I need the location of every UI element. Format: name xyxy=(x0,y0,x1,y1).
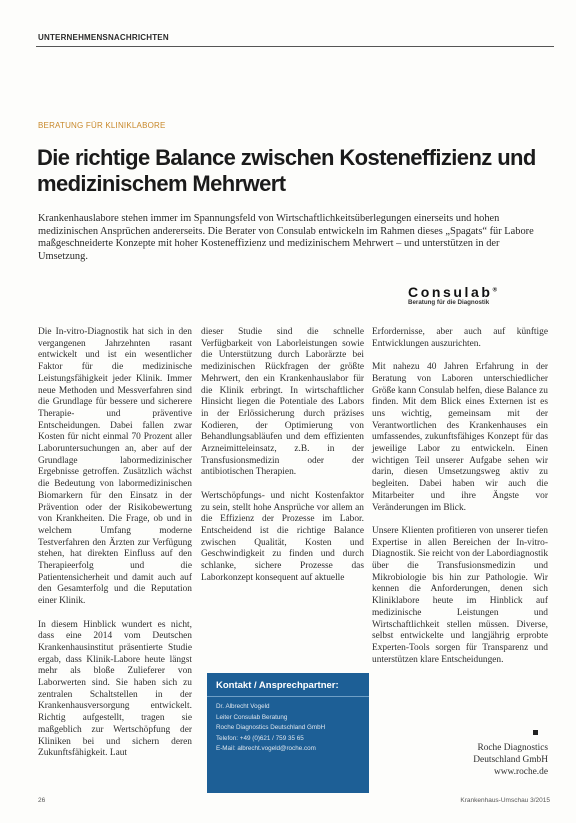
consulab-logo xyxy=(408,284,558,306)
paragraph: Erfordernisse, aber auch auf künftige Entwicklungen auszurichten. xyxy=(372,327,548,349)
paragraph: Die In-vitro-Diagnostik hat sich in den vergangenen Jahrzehnten rasant entwickelt und ist ein wesentlicher Faktor für die medizinische Leistungsfähigkeit jeder Klinik. Immer neue Methoden und Messverfahren sind die Grundlage für bessere und sicherere Therapie- und präventive Entscheidungen. Dabei fallen zwar Kosten für nicht einmal 70 Prozent aller Laboruntersuchungen an, aber auf der Grundlage labormedizinischer Ergebnisse getroffen. Zusätzlich wächst die Bedeutung von labormedizinischen Biomarkern für den Einsatz in der Prävention oder der Risikobewertung von Krankheiten. Die Frage, ob und in welchem Umfang moderne Testverfahren den Ärzten zur Verfügung stehen, hat direkten Einfluss auf den Therapieerfolg und die Patientensicherheit und damit auch auf den Gesamterfolg und die Reputation einer Klinik. xyxy=(38,327,192,607)
text-column-3 xyxy=(372,327,548,678)
contact-role: Leiter Consulab Beratung xyxy=(216,713,288,721)
paragraph: In diesem Hinblick wundert es nicht, dass eine 2014 vom Deutschen Krankenhausinstitut präsentierte Studie ergab, dass Klinik-Labore heute längst mehr als bloße Zulieferer von Laborwerten sind. Sie haben sich zu zentralen Schaltstellen in der Krankenhausversorgung entwickelt. Richtig aufgestellt, tragen sie maßgeblich zur Wertschöpfung der Kliniken bei und sichern deren Zukunftsfähigkeit. Laut xyxy=(38,619,192,759)
paragraph: Mit nahezu 40 Jahren Erfahrung in der Beratung von Laboren unterschiedlicher Größe kann Consulab helfen, diese Balance zu finden. Mit dem Blick eines Externen ist es uns wichtig, gemeinsam mit der Verantwortlichen des Krankenhauses ein umfassendes, zukunftsfähiges Konzept für das jeweilige Labor zu entwickeln. Einen wichtigen Teil unserer Aufgabe sehen wir darin, diesen Umsetzungsweg aktiv zu begleiten. Dabei haben wir auch die Mitarbeiter und ihre Ängste vor Veränderungen im Blick. xyxy=(372,362,548,513)
company-name-line-1: Roche Diagnostics xyxy=(477,743,548,753)
contact-heading: Kontakt / Ansprechpartner: xyxy=(216,680,339,691)
page-number: 26 xyxy=(38,797,46,804)
publication-info: Krankenhaus-Umschau 3/2015 xyxy=(460,797,550,804)
contact-company: Roche Diagnostics Deutschland GmbH xyxy=(216,724,326,732)
article-kicker: BERATUNG FÜR KLINIKLABORE xyxy=(38,121,166,130)
company-name-line-2: Deutschland GmbH xyxy=(473,755,548,765)
paragraph: dieser Studie sind die schnelle Verfügbarkeit von Laborleistungen sowie die Unterstützung durch Laborärzte bei medizinischen Rückfragen der größte Mehrwert, den ein Krankenhauslabor für die Klinik erbringt. In wirtschaftlicher Hinsicht liegen die Potentiale des Labors in der Erlössicherung durch präzises Kodieren, der Optimierung von Behandlungsabläufen und dem effizienten Arzneimitteleinsatz, z.B. in der Transfusionsmedizin oder der antibiotischen Therapien. xyxy=(201,327,364,478)
section-label: UNTERNEHMENSNACHRICHTEN xyxy=(38,33,169,42)
logo-wordmark: Consulab® xyxy=(408,284,498,300)
registered-mark: ® xyxy=(492,287,498,294)
logo-tagline: Beratung für die Diagnostik xyxy=(408,299,490,306)
contact-name: Dr. Albrecht Vogeld xyxy=(216,703,270,710)
contact-email: E-Mail: albrecht.vogeld@roche.com xyxy=(216,745,316,753)
contact-divider xyxy=(207,696,369,697)
paragraph: Unsere Klienten profitieren von unserer tiefen Expertise in allen Bereichen der In-vitro-Diagnostik. Sie reicht von der Labordiagnostik über die Transfusionsmedizin und Mikrobiologie bis hin zur Pathologie. Wir kennen die Anforderungen, denen sich Kliniklabore heute im Hinblick auf medizinische Leistungen und Wirtschaftlichkeit stellen müssen. Diverse, selbst entwickelte und langjährig erprobte Experten-Tools sorgen für Transparenz und unterstützen klare Entscheidungen. xyxy=(372,525,549,665)
company-website: www.roche.de xyxy=(493,767,548,777)
text-column-1 xyxy=(38,327,192,772)
top-rule xyxy=(36,46,554,47)
company-signature xyxy=(380,742,548,778)
paragraph: Wertschöpfungs- und nicht Kostenfaktor zu sein, stellt hohe Ansprüche vor allem an die Effizienz der Prozesse im Labor. Entscheidend ist die richtige Balance zwischen Qualität, Kosten und Geschwindigkeit zu finden und durch schlanke, sichere Prozesse das Laborkonzept konsequent auf aktuelle xyxy=(201,490,364,583)
contact-box xyxy=(207,673,369,793)
contact-phone: Telefon: +49 (0)621 / 759 35 65 xyxy=(216,734,304,742)
article-intro: Krankenhauslabore stehen immer im Spannungsfeld von Wirtschaftlichkeitsüberlegungen einerseits und hohen medizinischen Ansprüchen andererseits. Die Berater von Consulab entwickeln im Rahmen dieses „Spagats“ für Labore maßgeschneiderte Konzepte mit hoher Kosteneffizienz und medizinischem Mehrwert – und unterstützen in der Umsetzung. xyxy=(38,213,534,262)
article-end-mark xyxy=(533,730,538,735)
article-headline: Die richtige Balance zwischen Kosteneffizienz und medizinischem Mehrwert xyxy=(37,145,536,196)
text-column-2 xyxy=(201,327,364,596)
